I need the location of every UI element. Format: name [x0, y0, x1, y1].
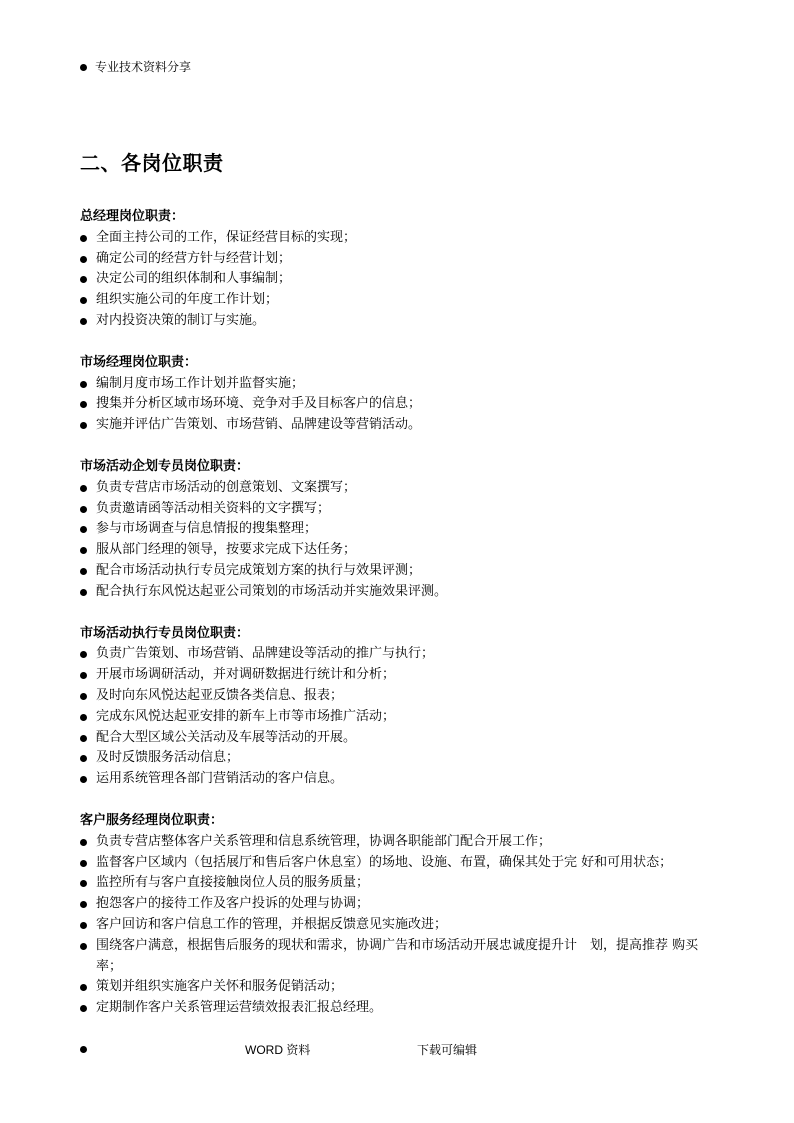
list-item: [80, 540, 720, 561]
list-item-text: 负责邀请函等活动相关资料的文字撰写；: [96, 500, 331, 516]
list-item-text: 监督客户区域内（包括展厅和售后客户休息室）的场地、设施、布置，确保其处于完 好和可用状态；: [96, 854, 673, 870]
list-item-text: 配合大型区域公关活动及车展等活动的开展。: [96, 729, 357, 745]
bullet-icon: [80, 693, 87, 700]
section-title: 市场经理岗位职责：: [80, 354, 198, 370]
list-item-text: 全面主持公司的工作，保证经营目标的实现；: [96, 229, 357, 245]
list-item: [80, 707, 720, 728]
list-item: [80, 748, 720, 769]
bullet-icon: [80, 880, 87, 887]
duty-section: [80, 624, 720, 790]
bullet-icon: [80, 651, 87, 658]
bullet-icon: [80, 401, 87, 408]
bullet-icon: [80, 276, 87, 283]
list-item: [80, 269, 720, 290]
bullet-icon: [80, 672, 87, 679]
bullet-icon: [80, 568, 87, 575]
list-item: [80, 311, 720, 332]
bullet-icon: [80, 547, 87, 554]
duty-section: [80, 353, 720, 436]
bullet-icon: [80, 860, 87, 867]
list-item-text: 抱怨客户的接待工作及客户投诉的处理与协调；: [96, 896, 370, 912]
document-body: [80, 207, 720, 1040]
page-header: [80, 59, 191, 75]
list-item: [80, 519, 720, 540]
list-item-text: 决定公司的组织体制和人事编制；: [96, 271, 292, 287]
duty-section: [80, 457, 720, 603]
list-item-text: 参与市场调查与信息情报的搜集整理；: [96, 521, 318, 537]
list-item-text: 对内投资决策的制订与实施。: [96, 312, 266, 328]
list-item-text: 策划并组织实施客户关怀和服务促销活动；: [96, 979, 344, 995]
bullet-icon: [80, 485, 87, 492]
bullet-icon: [80, 589, 87, 596]
bullet-icon: [80, 776, 87, 783]
list-item: [80, 853, 720, 874]
list-item-text: 运用系统管理各部门营销活动的客户信息。: [96, 771, 344, 787]
bullet-icon: [80, 64, 87, 71]
bullet-icon: [80, 256, 87, 263]
section-title: 市场活动执行专员岗位职责：: [80, 625, 250, 641]
list-item: [80, 894, 720, 915]
bullet-icon: [80, 714, 87, 721]
list-item-text: 完成东风悦达起亚安排的新车上市等市场推广活动；: [96, 708, 396, 724]
list-item: [80, 249, 720, 270]
footer-right-text: 下载可编辑: [417, 1043, 478, 1057]
list-item: [80, 769, 720, 790]
list-item: [80, 977, 720, 998]
list-item: [80, 478, 720, 499]
bullet-icon: [80, 297, 87, 304]
list-item-text: 实施并评估广告策划、市场营销、品牌建设等营销活动。: [96, 417, 422, 433]
bullet-icon: [80, 422, 87, 429]
duty-section: [80, 811, 720, 1019]
bullet-icon: [80, 755, 87, 762]
list-item-text: 定期制作客户关系管理运营绩效报表汇报总经理。: [96, 1000, 383, 1016]
list-item-text: 确定公司的经营方针与经营计划；: [96, 250, 292, 266]
list-item-text: 编制月度市场工作计划并监督实施；: [96, 375, 305, 391]
page-title: 二、各岗位职责: [80, 151, 224, 175]
bullet-icon: [80, 735, 87, 742]
bullet-icon: [80, 984, 87, 991]
list-item: [80, 915, 720, 936]
list-item-text: 监控所有与客户直接接触岗位人员的服务质量；: [96, 875, 370, 891]
list-item-text: 搜集并分析区域市场环境、竞争对手及目标客户的信息；: [96, 396, 422, 412]
list-item: [80, 728, 720, 749]
list-item-text: 负责广告策划、市场营销、品牌建设等活动的推广与执行；: [96, 646, 435, 662]
list-item-text: 及时反馈服务活动信息；: [96, 750, 240, 766]
list-item: [80, 998, 720, 1019]
list-item-text: 开展市场调研活动，并对调研数据进行统计和分析；: [96, 667, 396, 683]
list-item: [80, 499, 720, 520]
list-item: [80, 582, 720, 603]
list-item-text: 配合执行东风悦达起亚公司策划的市场活动并实施效果评测。: [96, 583, 448, 599]
bullet-icon: [80, 506, 87, 513]
list-item: [80, 290, 720, 311]
list-item: [80, 936, 720, 978]
section-title: 总经理岗位职责：: [80, 209, 185, 224]
list-item: [80, 665, 720, 686]
list-item: [80, 394, 720, 415]
list-item-text: 客户回访和客户信息工作的管理，并根据反馈意见实施改进；: [96, 916, 448, 932]
bullet-icon: [80, 901, 87, 908]
bullet-icon: [80, 922, 87, 929]
list-item: [80, 415, 720, 436]
bullet-icon: [80, 943, 87, 950]
bullet-icon: [80, 235, 87, 242]
list-item: [80, 374, 720, 395]
footer-left-text: WORD 资料: [245, 1043, 311, 1057]
list-item-text: 围绕客户满意，根据售后服务的现状和需求，协调广告和市场活动开展忠诚度提升计 划，提高推荐 购买率；: [96, 937, 699, 974]
list-item-text: 配合市场活动执行专员完成策划方案的执行与效果评测；: [96, 562, 422, 578]
list-item: [80, 873, 720, 894]
list-item: [80, 686, 720, 707]
bullet-icon: [80, 318, 87, 325]
list-item-text: 及时向东风悦达起亚反馈各类信息、报表；: [96, 687, 344, 703]
section-title: 市场活动企划专员岗位职责：: [80, 458, 250, 474]
page-footer: [80, 1042, 720, 1058]
list-item: [80, 561, 720, 582]
list-item: [80, 644, 720, 665]
bullet-icon: [80, 1005, 87, 1012]
list-item-text: 负责专营店整体客户关系管理和信息系统管理，协调各职能部门配合开展工作；: [96, 833, 552, 849]
bullet-icon: [80, 839, 87, 846]
duty-section: [80, 207, 720, 332]
header-text: 专业技术资料分享: [95, 60, 192, 74]
bullet-icon: [80, 381, 87, 388]
list-item-text: 服从部门经理的领导，按要求完成下达任务；: [96, 542, 357, 558]
section-title: 客户服务经理岗位职责：: [80, 812, 224, 828]
bullet-icon: [80, 526, 87, 533]
list-item: [80, 228, 720, 249]
list-item-text: 组织实施公司的年度工作计划；: [96, 292, 279, 308]
list-item: [80, 832, 720, 853]
list-item-text: 负责专营店市场活动的创意策划、文案撰写；: [96, 479, 357, 495]
bullet-icon: [80, 1046, 87, 1053]
